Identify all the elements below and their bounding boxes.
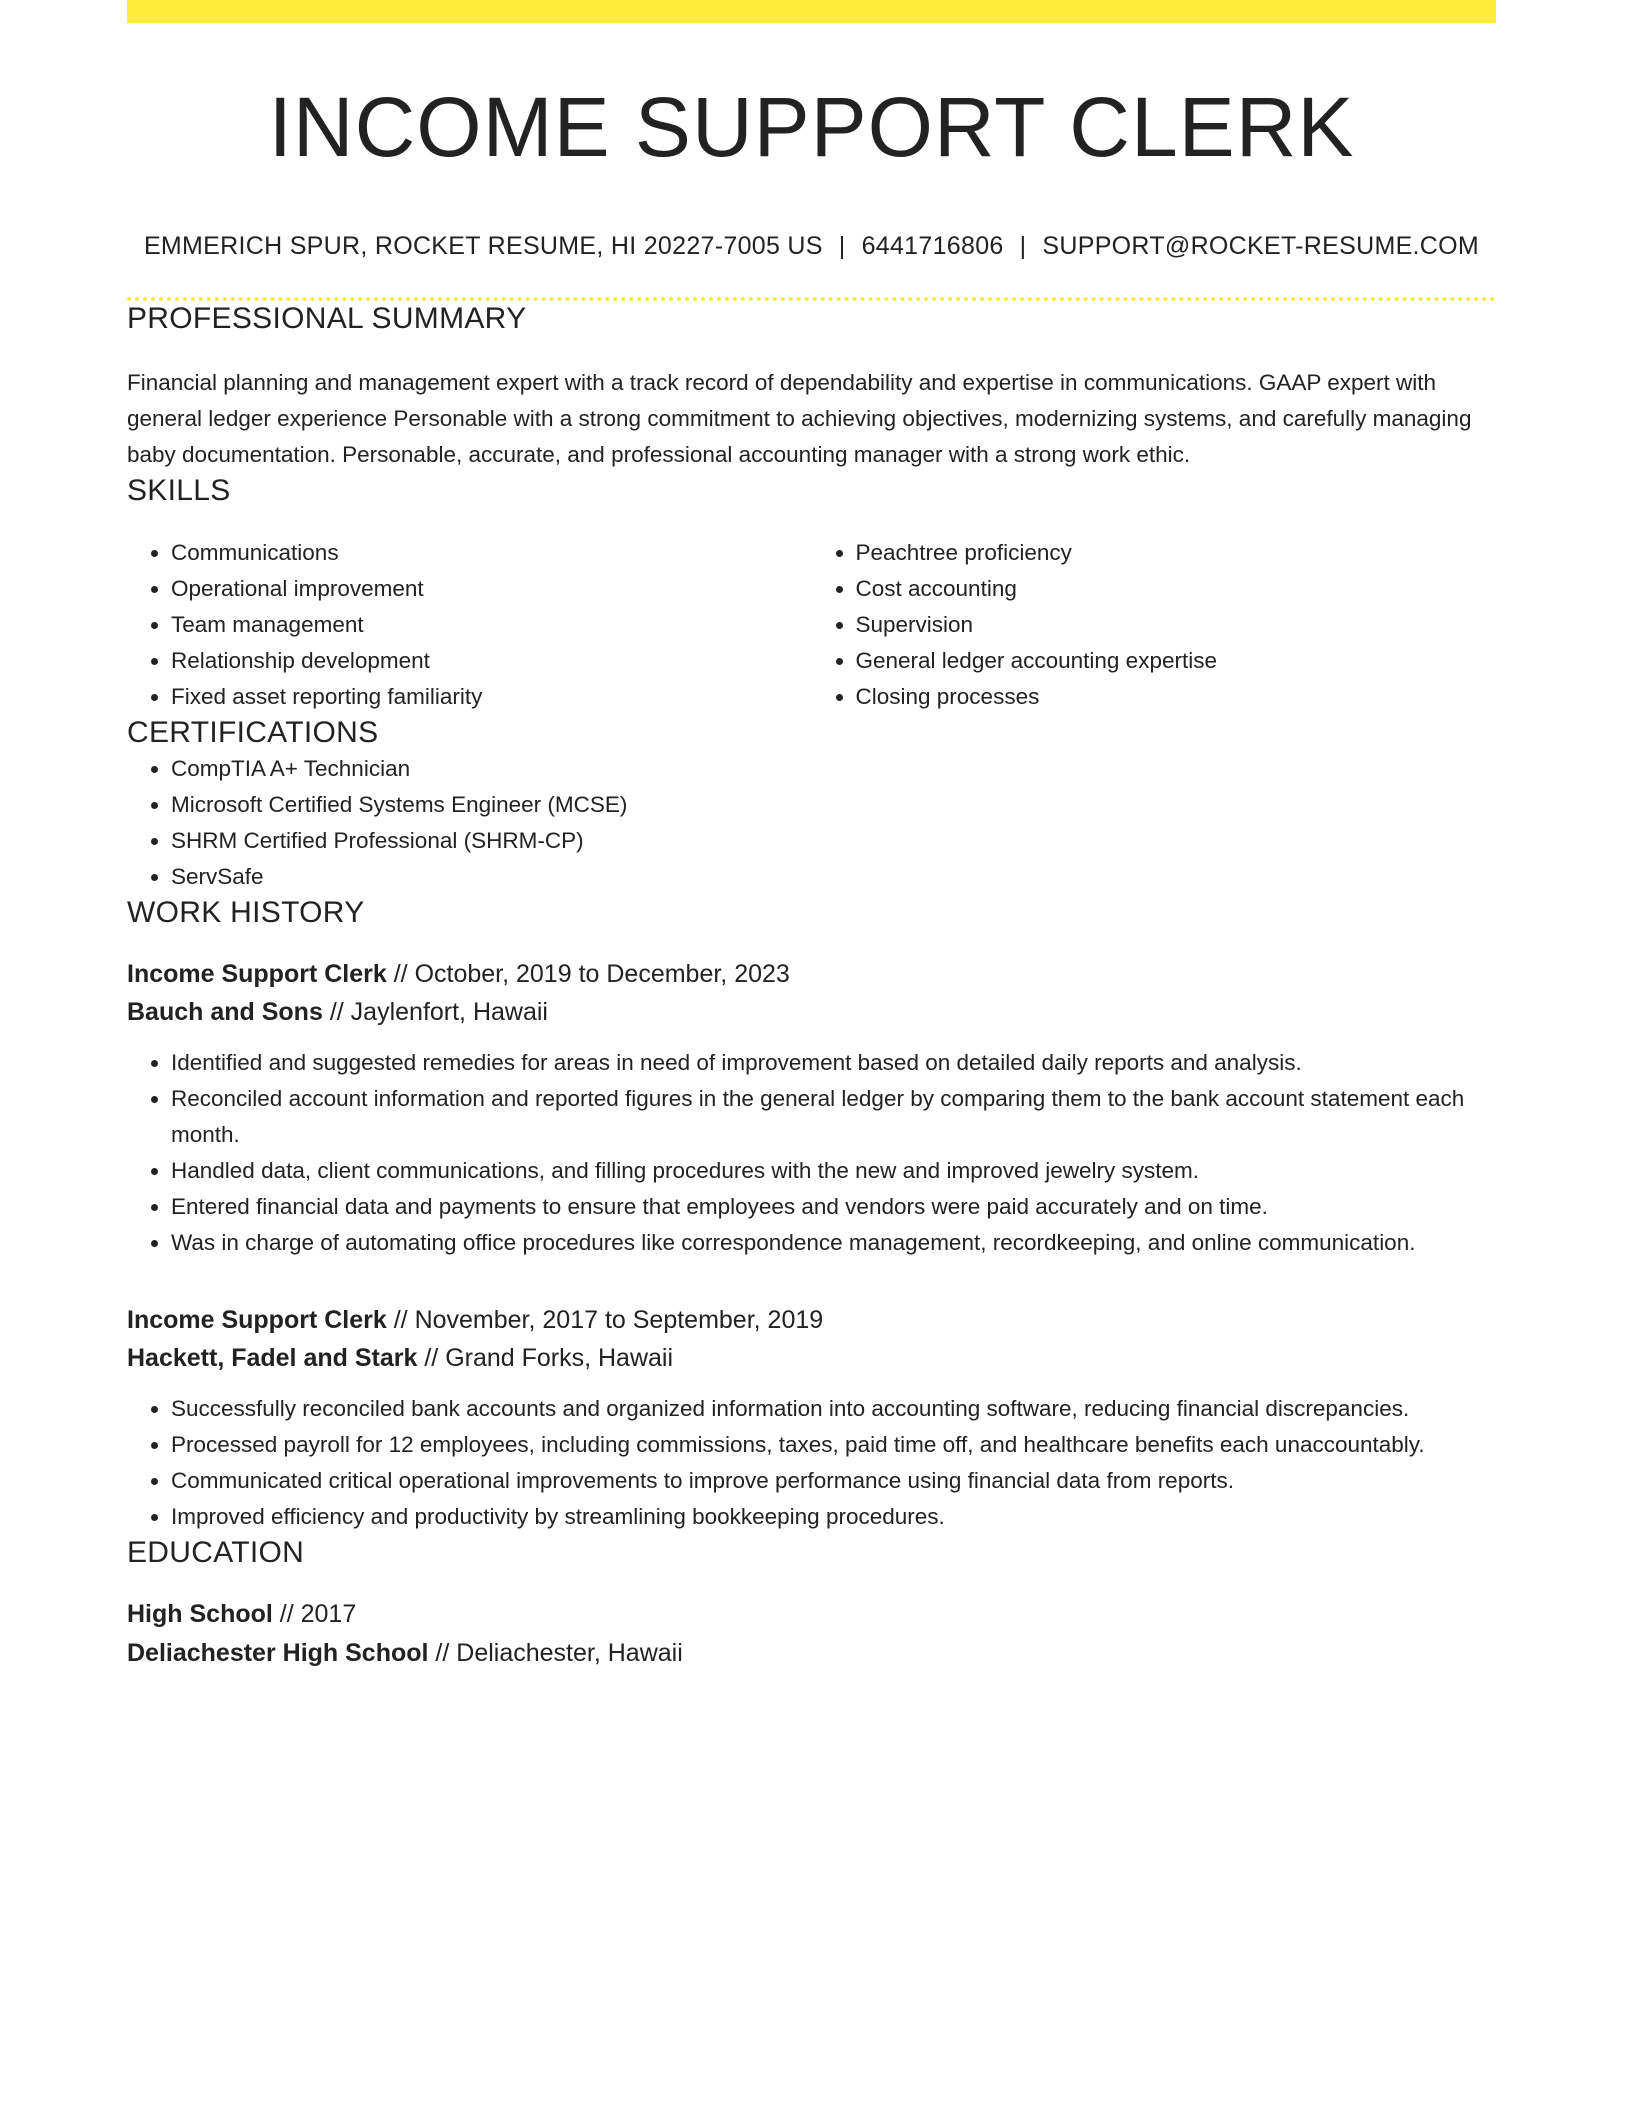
summary-heading: PROFESSIONAL SUMMARY xyxy=(127,302,527,336)
skills-left-list xyxy=(127,535,812,715)
education-entry xyxy=(127,1595,1496,1673)
skill-item: • Relationship development xyxy=(171,643,812,679)
job-entry xyxy=(127,1301,1496,1535)
job-bullet: • Entered financial data and payments to ensure that employees and vendors were paid accurately and on time. xyxy=(171,1189,1496,1225)
education-separator: // xyxy=(272,1600,301,1629)
job-company-line xyxy=(127,1339,1496,1377)
contact-line xyxy=(127,231,1496,261)
job-company-line xyxy=(127,993,1496,1031)
job-bullet: • Was in charge of automating office procedures like correspondence management, recordkeeping, and online communication. xyxy=(171,1225,1496,1261)
job-company: Bauch and Sons xyxy=(127,998,323,1027)
job-role-line xyxy=(127,955,1496,993)
work-history-heading: WORK HISTORY xyxy=(127,896,365,930)
skills-heading: SKILLS xyxy=(127,474,231,508)
job-bullets xyxy=(127,1045,1496,1261)
education-year: 2017 xyxy=(300,1600,357,1629)
job-separator: // xyxy=(386,1306,415,1335)
skill-item: • General ledger accounting expertise xyxy=(856,643,1497,679)
skill-item: • Supervision xyxy=(856,607,1497,643)
job-bullet: • Identified and suggested remedies for areas in need of improvement based on detailed daily reports and analysis. xyxy=(171,1045,1496,1081)
skills-right-list xyxy=(812,535,1497,715)
job-bullet: • Processed payroll for 12 employees, including commissions, taxes, paid time off, and healthcare benefits each unaccountably. xyxy=(171,1427,1496,1463)
job-location: Grand Forks, Hawaii xyxy=(445,1344,674,1373)
resume-title: INCOME SUPPORT CLERK xyxy=(268,80,1355,174)
certification-item: • CompTIA A+ Technician xyxy=(171,751,1496,787)
certification-item: • SHRM Certified Professional (SHRM-CP) xyxy=(171,823,1496,859)
job-dates: November, 2017 to September, 2019 xyxy=(414,1306,824,1335)
job-bullets xyxy=(127,1391,1496,1535)
skill-item: • Cost accounting xyxy=(856,571,1497,607)
skill-item: • Operational improvement xyxy=(171,571,812,607)
skill-item: • Peachtree proficiency xyxy=(856,535,1497,571)
accent-top-bar xyxy=(127,0,1496,23)
skill-item: • Closing processes xyxy=(856,679,1497,715)
education-location: Deliachester, Hawaii xyxy=(456,1639,683,1668)
job-bullet: • Communicated critical operational improvements to improve performance using financial data from reports. xyxy=(171,1463,1496,1499)
job-dates: October, 2019 to December, 2023 xyxy=(414,960,790,989)
contact-address: EMMERICH SPUR, ROCKET RESUME, HI 20227-7005 US xyxy=(143,232,823,261)
contact-separator: | xyxy=(838,232,846,261)
education-degree: High School xyxy=(127,1600,273,1629)
job-role-line xyxy=(127,1301,1496,1339)
education-school-line xyxy=(127,1634,1496,1673)
certifications-list xyxy=(127,751,1496,895)
job-bullet: • Handled data, client communications, and filling procedures with the new and improved jewelry system. xyxy=(171,1153,1496,1189)
certifications-heading: CERTIFICATIONS xyxy=(127,716,379,750)
job-bullet: • Improved efficiency and productivity by streamlining bookkeeping procedures. xyxy=(171,1499,1496,1535)
certification-item: • ServSafe xyxy=(171,859,1496,895)
job-bullet: • Successfully reconciled bank accounts and organized information into accounting software, reducing financial discrepancies. xyxy=(171,1391,1496,1427)
education-separator: // xyxy=(428,1639,457,1668)
summary-text: Financial planning and management expert with a track record of dependability and expertise in communications. GAAP expert with general ledger experience Personable with a strong commitment to achieving objectives, modernizing systems, and carefully managing baby documentation. Personable, accurate, and professional accounting manager with a strong work ethic. xyxy=(127,370,1472,468)
skill-item: • Fixed asset reporting familiarity xyxy=(171,679,812,715)
skill-item: • Team management xyxy=(171,607,812,643)
job-location: Jaylenfort, Hawaii xyxy=(350,998,548,1027)
certification-item: • Microsoft Certified Systems Engineer (MCSE) xyxy=(171,787,1496,823)
education-school: Deliachester High School xyxy=(127,1639,429,1668)
job-separator: // xyxy=(322,998,351,1027)
job-company: Hackett, Fadel and Stark xyxy=(127,1344,418,1373)
job-separator: // xyxy=(417,1344,446,1373)
contact-email: SUPPORT@ROCKET-RESUME.COM xyxy=(1042,232,1480,261)
skills-grid xyxy=(127,535,1496,715)
job-role: Income Support Clerk xyxy=(127,960,387,989)
job-entry xyxy=(127,955,1496,1261)
contact-separator: | xyxy=(1019,232,1027,261)
contact-phone: 6441716806 xyxy=(861,232,1004,261)
job-separator: // xyxy=(386,960,415,989)
job-bullet: • Reconciled account information and reported figures in the general ledger by comparing them to the bank account statement each month. xyxy=(171,1081,1496,1153)
resume-page xyxy=(127,0,1496,1673)
skill-item: • Communications xyxy=(171,535,812,571)
job-role: Income Support Clerk xyxy=(127,1306,387,1335)
education-degree-line xyxy=(127,1595,1496,1634)
education-heading: EDUCATION xyxy=(127,1536,305,1570)
